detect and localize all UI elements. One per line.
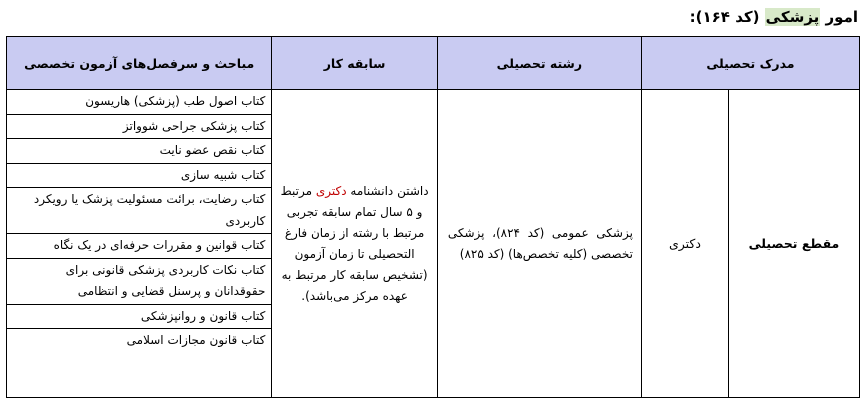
field-value: پزشکی عمومی (کد ۸۲۴)، پزشکی تخصصی (کلیه تخصص‌ها) (کد ۸۲۵) bbox=[437, 90, 641, 398]
list-item: کتاب شبیه سازی bbox=[7, 164, 271, 189]
list-item: کتاب نقص عضو نایت bbox=[7, 139, 271, 164]
list-item: کتاب قانون مجازات اسلامی bbox=[126, 333, 266, 347]
section-heading bbox=[690, 4, 858, 30]
list-item: کتاب قوانین و مقررات حرفه‌ای در یک نگاه bbox=[7, 234, 271, 259]
heading-prefix: امور bbox=[825, 8, 858, 26]
header-topics: مباحث و سرفصل‌های آزمون تخصصی bbox=[7, 37, 272, 90]
experience-highlight: دکتری bbox=[315, 183, 347, 198]
table-row bbox=[7, 90, 860, 398]
header-experience: سابقه کار bbox=[272, 37, 437, 90]
list-item: کتاب قانون و روانپزشکی bbox=[7, 305, 271, 330]
experience-part-1: داشتن دانشنامه bbox=[350, 183, 429, 198]
row-label: مقطع تحصیلی bbox=[728, 90, 859, 398]
header-field: رشته تحصیلی bbox=[437, 37, 641, 90]
list-item: کتاب اصول طب (پزشکی) هاریسون bbox=[7, 90, 271, 115]
topics-cell bbox=[7, 90, 272, 398]
list-item: کتاب رضایت، برائت مسئولیت پزشک یا رویکرد کاربردی bbox=[7, 188, 271, 234]
list-item: کتاب پزشکی جراحی شوواتز bbox=[7, 115, 271, 140]
list-item: کتاب نکات کاربردی پزشکی قانونی برای حقوقدانان و پرسنل قضایی و انتظامی bbox=[7, 259, 271, 305]
table-header-row bbox=[7, 37, 860, 90]
requirements-table bbox=[6, 36, 860, 398]
experience-value bbox=[272, 90, 437, 398]
heading-suffix: (کد ۱۶۴): bbox=[689, 8, 760, 26]
header-degree: مدرک تحصیلی bbox=[641, 37, 859, 90]
heading-highlight: پزشکی bbox=[765, 8, 820, 26]
experience-part-2: مرتبط و ۵ سال تمام سابقه تجربی مرتبط با رشته از زمان فارغ التحصیلی تا زمان آزمون (تشخیص سابقه کار مرتبط به عهده مرکز می‌باشد). bbox=[280, 183, 428, 303]
topics-list bbox=[7, 90, 271, 353]
degree-value: دکتری bbox=[641, 90, 728, 398]
